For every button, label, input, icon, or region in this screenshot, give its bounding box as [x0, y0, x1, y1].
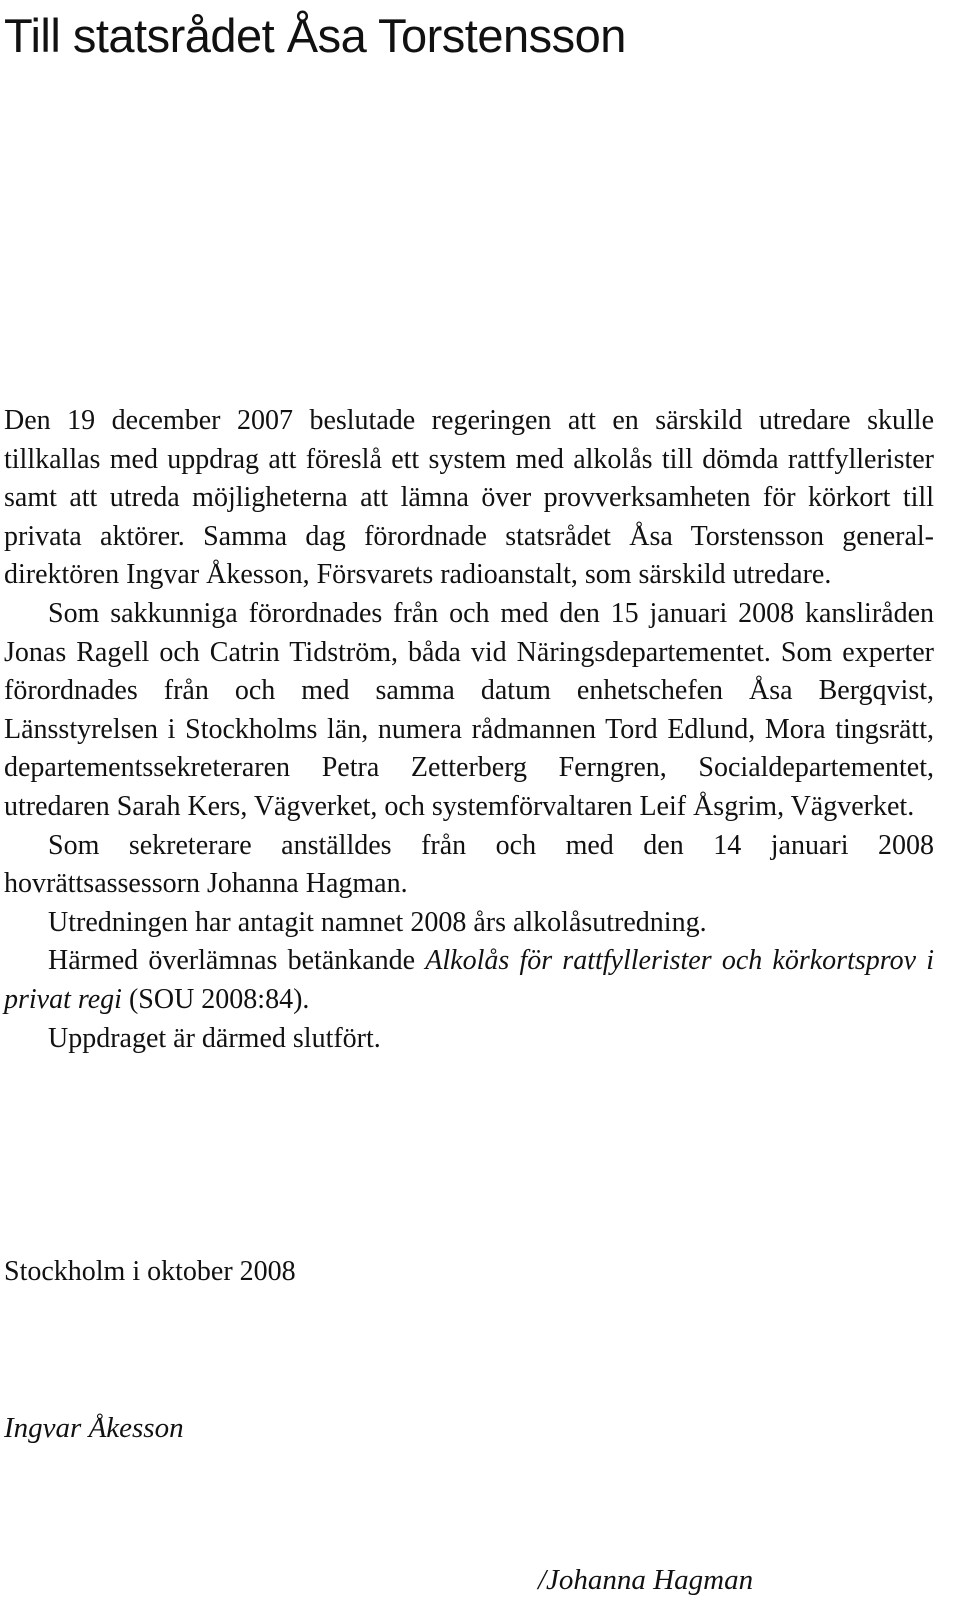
- place-date: Stockholm i oktober 2008: [4, 1256, 296, 1287]
- signature-chair: Ingvar Åkesson: [4, 1412, 184, 1444]
- paragraph-name: Utredningen har antagit namnet 2008 års alkolåsutredning.: [48, 906, 707, 938]
- paragraph-experts: Som sakkunniga förordnades från och med den 15 januari 2008 kansliråden Jonas Ragell och Catrin Tidström, båda vid Näringsdepartementet. Som experter förordnades från och med samma datum enhetschefen Åsa Bergqvist, Länsstyrelsen i Stockholms län, numera rådmannen Tord Edlund, Mora tingsrätt, departementssekreteraren Petra Zetterberg Ferngren, Socialdepartementet, utredaren Sarah Kers, Vägverket, och systemförvaltaren Leif Åsgrim, Vägverket.: [4, 597, 934, 822]
- signature-secretary: /Johanna Hagman: [538, 1564, 754, 1596]
- page-title: Till statsrådet Åsa Torstensson: [4, 9, 626, 62]
- report-reference: (SOU 2008:84).: [121, 983, 310, 1015]
- letter-body: [4, 402, 934, 1058]
- paragraph-report: [4, 942, 934, 1019]
- paragraph-secretary: Som sekreterare anställdes från och med den 14 januari 2008 hovrättsassessorn Johanna Hagman.: [4, 829, 934, 900]
- report-intro-text: Härmed överlämnas betänkande: [48, 945, 426, 977]
- paragraph-assignment: Den 19 december 2007 beslutade regeringen att en särskild utredare skulle tillkallas med uppdrag att föreslå ett system med alkolås till dömda rattfyllerister samt att utreda möjligheterna att lämna över provverksamheten för körkort till privata aktörer. Samma dag förordnade statsrådet Åsa Torstensson generaldirektören Ingvar Åkesson, Försvarets radioanstalt, som särskild utredare.: [4, 405, 934, 591]
- report-title: Alkolås för rattfyllerister och körkortsprov i privat regi: [4, 945, 934, 1015]
- paragraph-completed: Uppdraget är därmed slutfört.: [48, 1022, 381, 1054]
